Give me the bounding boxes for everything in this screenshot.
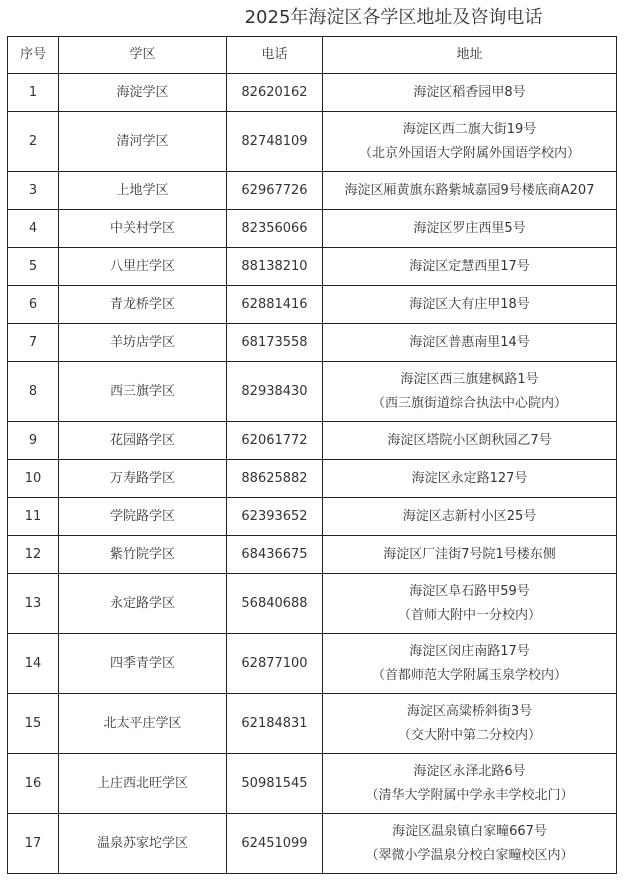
address-line: 海淀区塔院小区朗秋园乙7号 <box>387 432 552 448</box>
row-number: 16 <box>8 754 59 814</box>
district-name: 上地学区 <box>59 172 227 210</box>
district-name: 花园路学区 <box>59 422 227 460</box>
phone-number: 88625882 <box>227 460 323 498</box>
row-number: 9 <box>8 422 59 460</box>
address-cell <box>323 498 617 536</box>
district-name: 万寿路学区 <box>59 460 227 498</box>
district-name: 上庄西北旺学区 <box>59 754 227 814</box>
address-cell <box>323 814 617 874</box>
table-row <box>8 536 617 574</box>
row-number: 8 <box>8 362 59 422</box>
address-line: 海淀区永定路127号 <box>411 470 528 486</box>
address-line: 海淀区西二旗大街19号 <box>402 121 537 137</box>
address-line: （西三旗街道综合执法中心院内） <box>371 395 567 411</box>
address-cell <box>323 112 617 172</box>
address-cell <box>323 574 617 634</box>
row-number: 1 <box>8 74 59 112</box>
address-line: 海淀区定慧西里17号 <box>409 258 530 274</box>
table-body <box>8 74 617 874</box>
phone-number: 62184831 <box>227 694 323 754</box>
address-line: （首师大附中一分校内） <box>397 607 541 623</box>
address-cell <box>323 536 617 574</box>
table-row <box>8 324 617 362</box>
district-table <box>7 36 617 874</box>
table-row <box>8 754 617 814</box>
phone-number: 62967726 <box>227 172 323 210</box>
row-number: 5 <box>8 248 59 286</box>
district-name: 四季青学区 <box>59 634 227 694</box>
district-name: 西三旗学区 <box>59 362 227 422</box>
phone-number: 62393652 <box>227 498 323 536</box>
address-line: （清华大学附属中学永丰学校北门） <box>365 787 574 803</box>
address-cell <box>323 210 617 248</box>
row-number: 2 <box>8 112 59 172</box>
address-cell <box>323 286 617 324</box>
district-name: 羊坊店学区 <box>59 324 227 362</box>
address-line: （北京外国语大学附属外国语学校内） <box>358 145 580 161</box>
address-cell <box>323 248 617 286</box>
phone-number: 62877100 <box>227 634 323 694</box>
address-line: 海淀区闵庄南路17号 <box>409 643 530 659</box>
phone-number: 62451099 <box>227 814 323 874</box>
district-name: 永定路学区 <box>59 574 227 634</box>
address-line: 海淀区大有庄甲18号 <box>409 296 530 312</box>
table-row <box>8 422 617 460</box>
row-number: 13 <box>8 574 59 634</box>
table-row <box>8 362 617 422</box>
phone-number: 82356066 <box>227 210 323 248</box>
row-number: 10 <box>8 460 59 498</box>
district-name: 青龙桥学区 <box>59 286 227 324</box>
phone-number: 68173558 <box>227 324 323 362</box>
table-row <box>8 498 617 536</box>
address-line: 海淀区普惠南里14号 <box>409 334 530 350</box>
address-line: （交大附中第二分校内） <box>397 727 541 743</box>
page-title-text: 2025年海淀区各学区地址及咨询电话 <box>244 7 543 28</box>
address-line: 海淀区永泽北路6号 <box>413 763 526 779</box>
phone-number: 50981545 <box>227 754 323 814</box>
row-number: 4 <box>8 210 59 248</box>
table-row <box>8 286 617 324</box>
table-header-row <box>8 37 617 74</box>
table-row <box>8 210 617 248</box>
phone-number: 82620162 <box>227 74 323 112</box>
address-line: 海淀区厂洼街7号院1号楼东侧 <box>383 546 556 562</box>
district-name: 清河学区 <box>59 112 227 172</box>
phone-number: 62061772 <box>227 422 323 460</box>
phone-number: 82748109 <box>227 112 323 172</box>
address-cell <box>323 324 617 362</box>
row-number: 15 <box>8 694 59 754</box>
table-row <box>8 112 617 172</box>
phone-number: 88138210 <box>227 248 323 286</box>
table-row <box>8 460 617 498</box>
table-row <box>8 74 617 112</box>
phone-number: 68436675 <box>227 536 323 574</box>
table-row <box>8 694 617 754</box>
district-name: 北太平庄学区 <box>59 694 227 754</box>
address-line: 海淀区高粱桥斜街3号 <box>406 703 533 719</box>
address-cell <box>323 74 617 112</box>
address-line: 海淀区厢黄旗东路紫城嘉园9号楼底商A207 <box>344 182 595 198</box>
address-cell <box>323 362 617 422</box>
row-number: 11 <box>8 498 59 536</box>
row-number: 17 <box>8 814 59 874</box>
address-line: 海淀区温泉镇白家疃667号 <box>392 823 547 839</box>
header-phone: 电话 <box>227 37 323 74</box>
header-no: 序号 <box>8 37 59 74</box>
table-row <box>8 814 617 874</box>
address-cell <box>323 694 617 754</box>
address-cell <box>323 460 617 498</box>
address-line: 海淀区西三旗建枫路1号 <box>400 371 539 387</box>
address-cell <box>323 422 617 460</box>
address-line: 海淀区罗庄西里5号 <box>413 220 526 236</box>
row-number: 12 <box>8 536 59 574</box>
row-number: 7 <box>8 324 59 362</box>
district-name: 海淀学区 <box>59 74 227 112</box>
address-line: 海淀区志新村小区25号 <box>402 508 537 524</box>
phone-number: 62881416 <box>227 286 323 324</box>
district-name: 学院路学区 <box>59 498 227 536</box>
page-title <box>0 2 637 34</box>
address-cell <box>323 172 617 210</box>
row-number: 14 <box>8 634 59 694</box>
address-cell <box>323 754 617 814</box>
district-name: 温泉苏家坨学区 <box>59 814 227 874</box>
district-name: 紫竹院学区 <box>59 536 227 574</box>
table-row <box>8 574 617 634</box>
address-line: 海淀区阜石路甲59号 <box>409 583 530 599</box>
header-address: 地址 <box>323 37 617 74</box>
table-row <box>8 248 617 286</box>
table-row <box>8 634 617 694</box>
address-line: （翠微小学温泉分校白家疃校区内） <box>365 847 574 863</box>
address-line: （首都师范大学附属玉泉学校内） <box>371 667 567 683</box>
district-name: 八里庄学区 <box>59 248 227 286</box>
address-cell <box>323 634 617 694</box>
phone-number: 82938430 <box>227 362 323 422</box>
table-row <box>8 172 617 210</box>
row-number: 3 <box>8 172 59 210</box>
header-district: 学区 <box>59 37 227 74</box>
row-number: 6 <box>8 286 59 324</box>
address-line: 海淀区稻香园甲8号 <box>413 84 526 100</box>
phone-number: 56840688 <box>227 574 323 634</box>
district-name: 中关村学区 <box>59 210 227 248</box>
